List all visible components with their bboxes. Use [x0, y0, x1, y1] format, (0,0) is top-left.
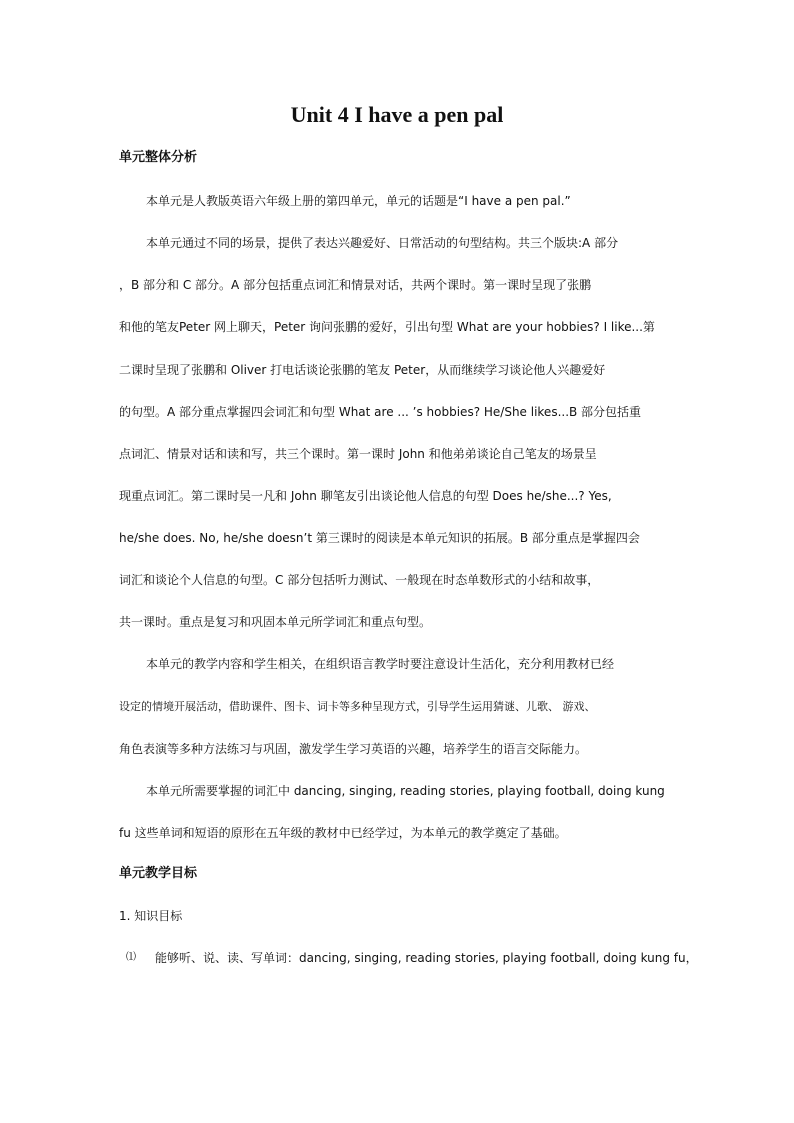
paragraph-line: 共一课时。重点是复习和巩固本单元所学词汇和重点句型。 — [119, 615, 432, 629]
paragraph-line: 和他的笔友Peter 网上聊天，Peter 询问张鹏的爱好，引出句型 What are your hobbies? I like...第 — [119, 320, 655, 334]
paragraph-line: 本单元是人教版英语六年级上册的第四单元，单元的话题是“I have a pen pal.” — [146, 194, 571, 208]
paragraph-line: he/she does. No, he/she doesn’t 第三课时的阅读是本单元知识的拓展。B 部分重点是掌握四会 — [119, 531, 640, 545]
paragraph-line: 本单元通过不同的场景，提供了表达兴趣爱好、日常活动的句型结构。共三个版块:A 部分 — [146, 236, 619, 250]
paragraph-line: 本单元的教学内容和学生相关，在组织语言教学时要注意设计生活化，充分利用教材已经 — [146, 657, 615, 671]
list-item-text: 能够听、说、读、写单词：dancing, singing, reading stories, playing football, doing kung fu， — [155, 951, 698, 965]
list-marker: ⑴ — [126, 952, 136, 963]
paragraph-line: fu 这些单词和短语的原形在五年级的教材中已经学过，为本单元的教学奠定了基础。 — [119, 826, 567, 840]
section-heading-unit-analysis: 单元整体分析 — [119, 150, 198, 165]
paragraph-line: 设定的情境开展活动，借助课件、图卡、词卡等多种呈现方式，引导学生运用猜谜、儿歌、 游戏、 — [119, 700, 596, 713]
paragraph-line: 点词汇、情景对话和读和写，共三个课时。第一课时 John 和他弟弟谈论自己笔友的场景呈 — [119, 447, 597, 461]
paragraph-line: 现重点词汇。第二课时吴一凡和 John 聊笔友引出谈论他人信息的句型 Does he/she...? Yes, — [119, 489, 612, 503]
paragraph-line: 的句型。A 部分重点掌握四会词汇和句型 What are ... ’s hobbies? He/She likes...B 部分包括重 — [119, 405, 642, 419]
paragraph-line: ，B 部分和 C 部分。A 部分包括重点词汇和情景对话，共两个课时。第一课时呈现了张鹏 — [119, 278, 592, 292]
section-heading-teaching-goals: 单元教学目标 — [119, 866, 198, 881]
paragraph-line: 二课时呈现了张鹏和 Oliver 打电话谈论张鹏的笔友 Peter，从而继续学习谈论他人兴趣爱好 — [119, 363, 606, 377]
paragraph-line: 角色表演等多种方法练习与巩固，激发学生学习英语的兴趣，培养学生的语言交际能力。 — [119, 742, 588, 756]
subheading-knowledge-goals: 1. 知识目标 — [119, 909, 183, 923]
document-title: Unit 4 I have a pen pal — [290, 102, 504, 127]
paragraph-line: 词汇和谈论个人信息的句型。C 部分包括听力测试、一般现在时态单数形式的小结和故事， — [119, 573, 600, 587]
paragraph-line: 本单元所需要掌握的词汇中 dancing, singing, reading stories, playing football, doing kung — [146, 784, 665, 798]
